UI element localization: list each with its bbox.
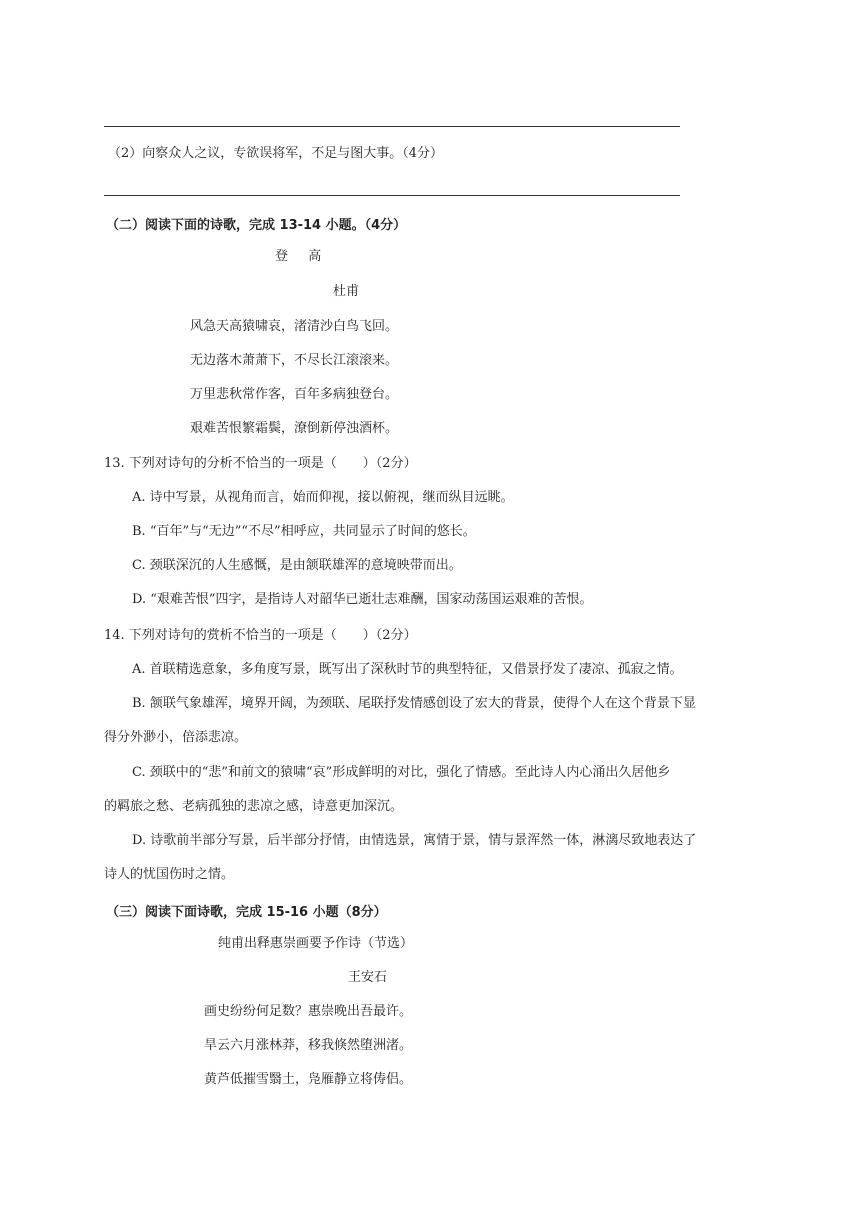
section-heading: （三）阅读下面诗歌，完成 15-16 小题（8分） [106,905,387,920]
question-14-option-c-cont: 的羁旅之愁、老病孤独的悲凉之感，诗意更加深沉。 [104,799,404,814]
question-14-option-d: D. 诗歌前半部分写景，后半部分抒情，由情选景，寓情于景，情与景浑然一体，淋漓尽致地表达了 [132,833,697,848]
poem-line: 画史纷纷何足数？惠崇晚出吾最许。 [204,1004,413,1019]
question-13-option-b: B. “百年”与“无边”“不尽”相呼应，共同显示了时间的悠长。 [132,524,476,539]
poem-line: 万里悲秋常作客，百年多病独登台。 [190,387,399,402]
question-13-option-c: C. 颈联深沉的人生感慨，是由颔联雄浑的意境映带而出。 [132,558,462,573]
question-14-option-a: A. 首联精选意象，多角度写景，既写出了深秋时节的典型特征，又借景抒发了凄凉、孤寂之情。 [132,662,683,677]
poem-author: 王安石 [348,970,388,985]
answer-line [104,126,680,127]
question-13-option-a: A. 诗中写景，从视角而言，始而仰视，接以俯视，继而纵目远眺。 [132,490,514,505]
poem-line: 黄芦低摧雪翳土，凫雁静立将俦侣。 [204,1072,413,1087]
question-14-option-b-cont: 得分外渺小，倍添悲凉。 [104,730,248,745]
answer-item-2: （2）向察众人之议，专欲误将军，不足与图大事。（4分） [108,146,444,161]
question-14-option-d-cont: 诗人的忧国伤时之情。 [104,867,235,882]
question-13-option-d: D. “艰难苦恨”四字，是指诗人对韶华已逝壮志难酬，国家动荡国运艰难的苦恨。 [132,592,593,607]
question-14-stem: 14. 下列对诗句的赏析不恰当的一项是（ ）（2分） [104,628,417,643]
poem-title: 纯甫出释惠崇画要予作诗（节选） [218,936,414,951]
poem-line: 艰难苦恨繁霜鬓，潦倒新停浊酒杯。 [190,421,399,436]
poem-line: 旱云六月涨林莽，移我倏然堕洲渚。 [204,1038,413,1053]
section-heading: （二）阅读下面的诗歌，完成 13-14 小题。（4分） [106,218,407,233]
poem-line: 无边落木萧萧下，不尽长江滚滚来。 [190,353,399,368]
poem-line: 风急天高猿啸哀，渚清沙白鸟飞回。 [190,319,399,334]
question-14-option-b: B. 颔联气象雄浑，境界开阔，为颈联、尾联抒发情感创设了宏大的背景，使得个人在这个背景下显 [132,696,696,711]
poem-author: 杜甫 [333,284,360,299]
question-13-stem: 13. 下列对诗句的分析不恰当的一项是（ ）（2分） [104,456,417,471]
poem-title: 登 高 [275,249,326,264]
question-14-option-c: C. 颈联中的“悲”和前文的猿啸“哀”形成鲜明的对比，强化了情感。至此诗人内心涌出久居他乡 [132,765,671,780]
answer-line [104,195,680,196]
